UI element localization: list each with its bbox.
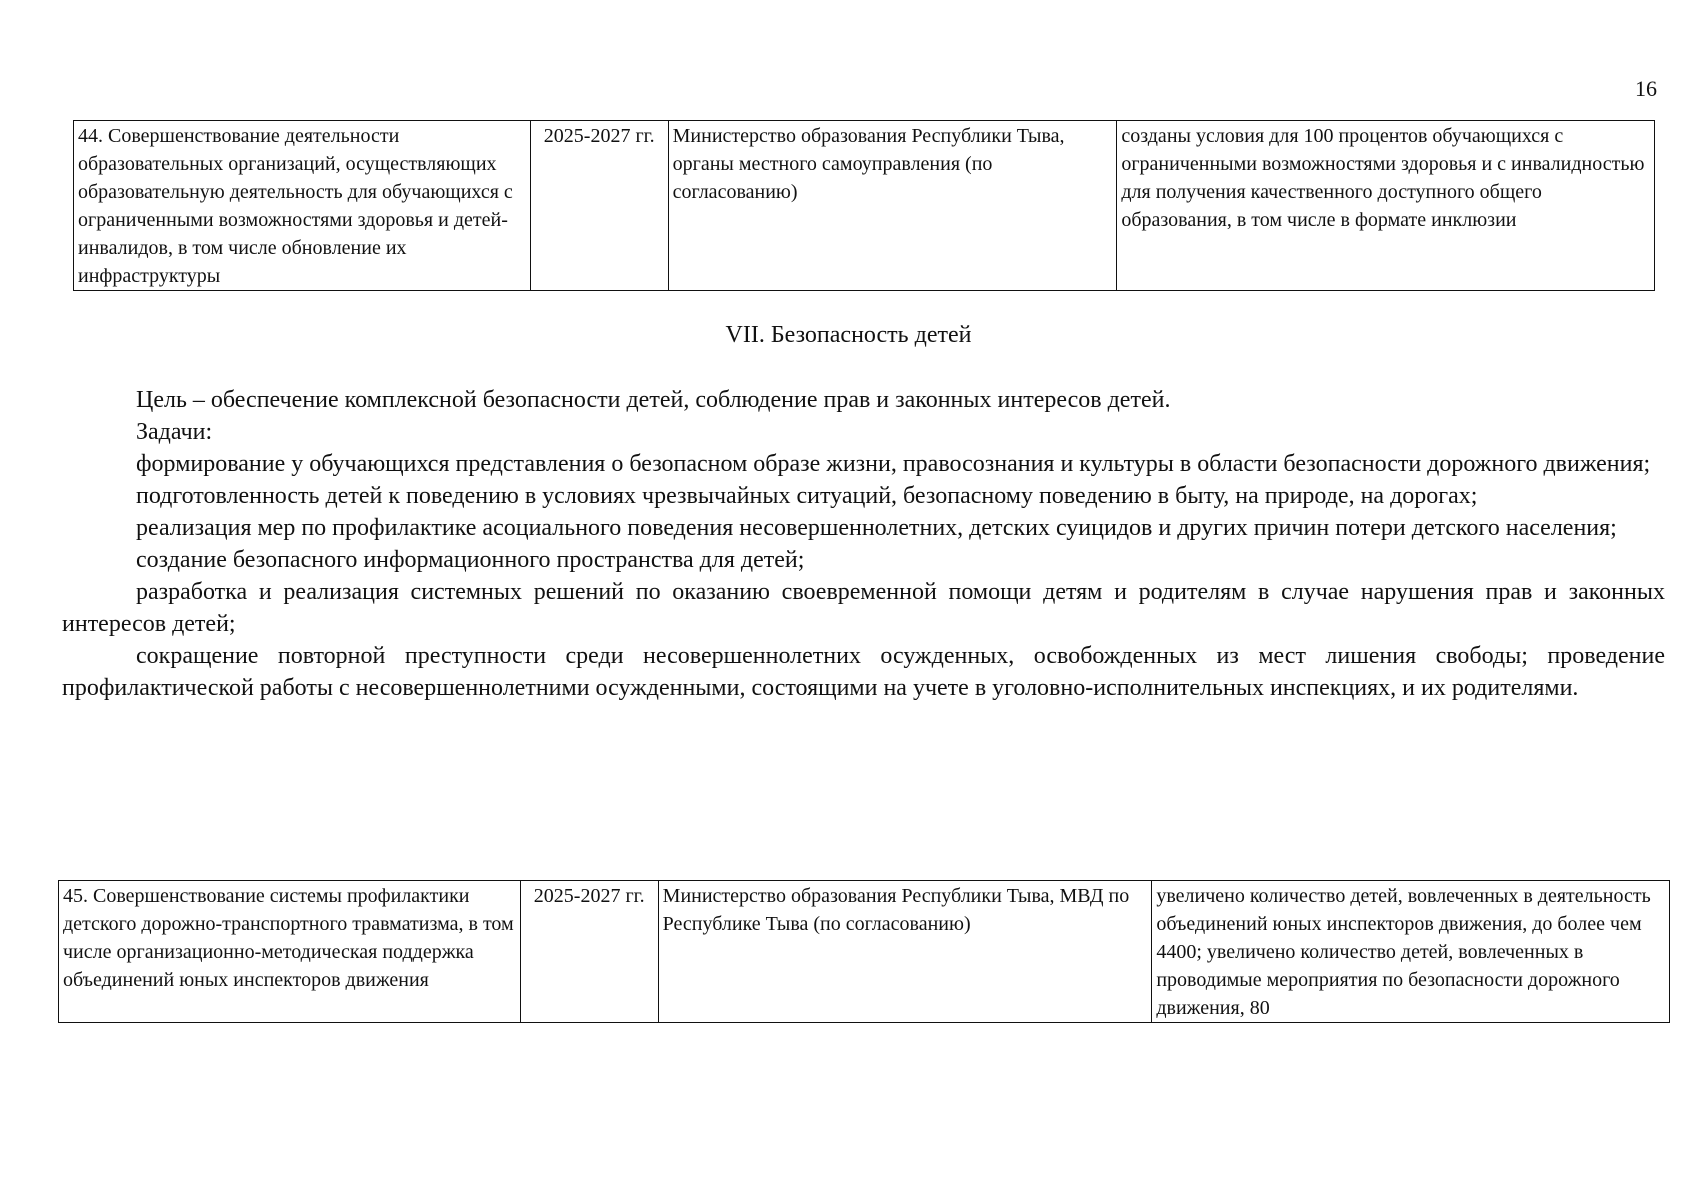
table-row: [74, 121, 1655, 291]
goal-paragraph: Цель – обеспечение комплексной безопасности детей, соблюдение прав и законных интересов детей.: [136, 387, 1171, 413]
result-cell: увеличено количество детей, вовлеченных в деятельность объединений юных инспекторов движения, до более чем 4400; увеличено количество детей, вовлеченных в проводимые мероприятия по безопасности дорожного движения, 80: [1152, 881, 1670, 1023]
executors-cell: Министерство образования Республики Тыва, органы местного самоуправления (по согласованию): [668, 121, 1117, 291]
task-item: реализация мер по профилактике асоциального поведения несовершеннолетних, детских суицидов и других причин потери детского населения;: [136, 515, 1617, 541]
measures-table-2: [58, 880, 1670, 1023]
measures-table-1: [73, 120, 1655, 291]
section-title: VII. Безопасность детей: [725, 322, 972, 348]
task-item: разработка и реализация системных решений по оказанию своевременной помощи детям и родителям в случае нарушения прав и законных интересов детей;: [62, 579, 1665, 637]
result-cell: созданы условия для 100 процентов обучающихся с ограниченными возможностями здоровья и с инвалидностью для получения качественного доступного общего образования, в том числе в формате инклюзии: [1117, 121, 1655, 291]
measure-cell: 45. Совершенствование системы профилактики детского дорожно-транспортного травматизма, в том числе организационно-методическая поддержка объединений юных инспекторов движения: [59, 881, 521, 1023]
section-body: [62, 384, 1665, 704]
task-item: сокращение повторной преступности среди несовершеннолетних осужденных, освобожденных из мест лишения свободы; проведение профилактической работы с несовершеннолетними осужденными, состоящими на учете в уголовно-исполнительных инспекциях, и их родителями.: [62, 643, 1665, 701]
page-number: 16: [1635, 76, 1657, 101]
period-cell: 2025-2027 гг.: [520, 881, 658, 1023]
executors-cell: Министерство образования Республики Тыва, МВД по Республике Тыва (по согласованию): [658, 881, 1152, 1023]
table-row: [59, 881, 1670, 1023]
measure-cell: 44. Совершенствование деятельности образовательных организаций, осуществляющих образовательную деятельность для обучающихся с ограниченными возможностями здоровья и детей-инвалидов, в том числе обновление их инфраструктуры: [74, 121, 531, 291]
task-item: формирование у обучающихся представления о безопасном образе жизни, правосознания и культуры в области безопасности дорожного движения;: [136, 451, 1651, 477]
tasks-label: Задачи:: [136, 419, 213, 445]
task-item: подготовленность детей к поведению в условиях чрезвычайных ситуаций, безопасному поведению в быту, на природе, на дорогах;: [136, 483, 1478, 509]
period-cell: 2025-2027 гг.: [530, 121, 668, 291]
task-item: создание безопасного информационного пространства для детей;: [136, 547, 805, 573]
